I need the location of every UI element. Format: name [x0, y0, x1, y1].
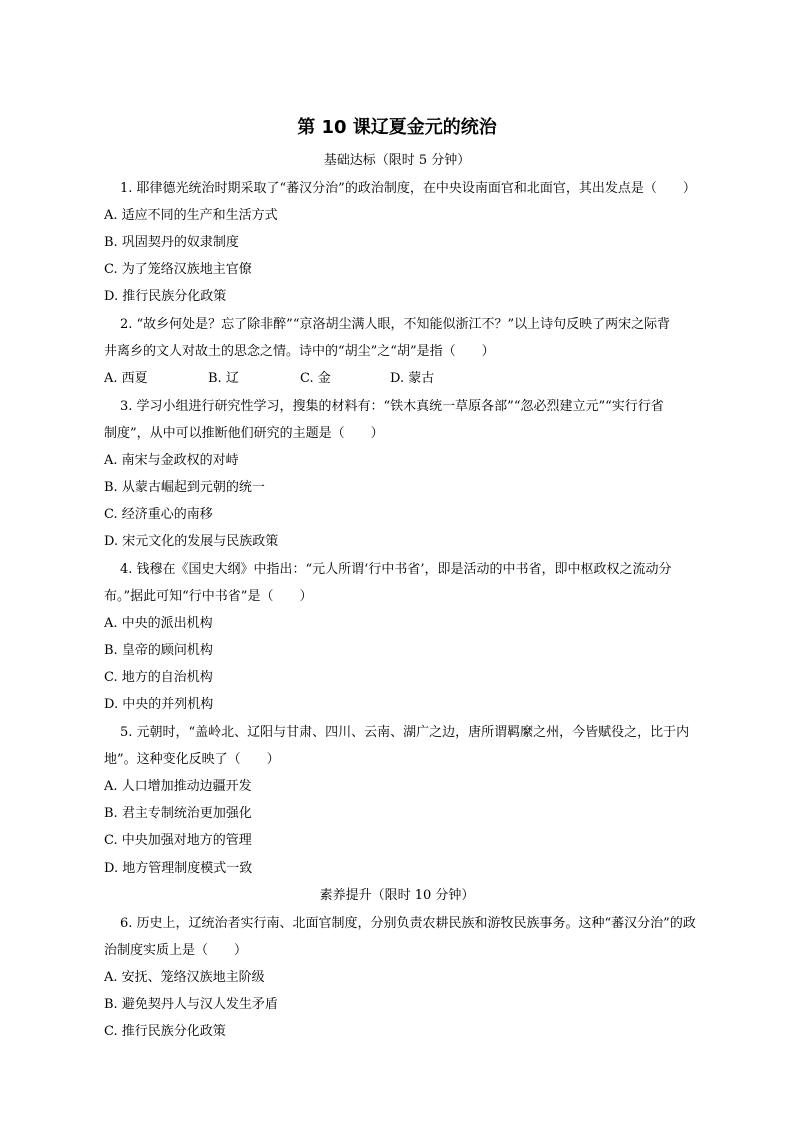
question-4-stem-line2: 布。”据此可知“行中书省”是（ ）: [104, 589, 313, 604]
question-3-option-d: D. 宋元文化的发展与民族政策: [104, 534, 279, 549]
question-2-option-b: B. 辽: [208, 371, 239, 386]
question-4-option-d: D. 中央的并列机构: [104, 697, 214, 712]
question-6-option-c: C. 推行民族分化政策: [104, 1024, 226, 1039]
question-4-option-a: A. 中央的派出机构: [104, 616, 213, 631]
question-6-stem-line2: 治制度实质上是（ ）: [104, 943, 248, 958]
question-5-option-b: B. 君主专制统治更加强化: [104, 806, 252, 821]
question-3-stem-line1: 3. 学习小组进行研究性学习，搜集的材料有：“铁木真统一草原各部”“忽必烈建立元”“实行行省: [120, 399, 664, 414]
section-heading-advanced: 素养提升（限时 10 分钟）: [319, 888, 475, 903]
question-2-option-c: C. 金: [300, 371, 331, 386]
question-2-option-d: D. 蒙古: [390, 371, 435, 386]
question-3-stem-line2: 制度”，从中可以推断他们研究的主题是（ ）: [104, 426, 384, 441]
question-3-option-a: A. 南宋与金政权的对峙: [104, 453, 239, 468]
question-5-option-a: A. 人口增加推动边疆开发: [104, 779, 252, 794]
question-3-option-c: C. 经济重心的南移: [104, 507, 213, 522]
question-4-stem-line1: 4. 钱穆在《国史大纲》中指出：“元人所谓‘行中书省’，即是活动的中书省，即中枢政权之流动分: [120, 562, 672, 577]
question-1-option-c: C. 为了笼络汉族地主官僚: [104, 262, 252, 277]
question-6-option-b: B. 避免契丹人与汉人发生矛盾: [104, 997, 278, 1012]
question-2-option-a: A. 西夏: [104, 371, 148, 386]
question-2-options: [104, 370, 434, 388]
question-1-stem: 1. 耶律德光统治时期采取了“蕃汉分治”的政治制度，在中央设南面官和北面官，其出发点是（ ）: [120, 181, 696, 196]
question-2-stem-line2: 井离乡的文人对故土的思念之情。诗中的“胡尘”之“胡”是指（ ）: [104, 344, 495, 359]
question-1-option-b: B. 巩固契丹的奴隶制度: [104, 235, 239, 250]
question-5-option-c: C. 中央加强对地方的管理: [104, 833, 252, 848]
question-3-option-b: B. 从蒙古崛起到元朝的统一: [104, 480, 265, 495]
question-1-option-a: A. 适应不同的生产和生活方式: [104, 208, 278, 223]
question-6-stem-line1: 6. 历史上，辽统治者实行南、北面官制度，分别负责农耕民族和游牧民族事务。这种“蕃汉分治”的政: [120, 916, 696, 931]
question-5-stem-line1: 5. 元朝时，“盖岭北、辽阳与甘肃、四川、云南、湖广之边，唐所谓羁縻之州，今皆赋役之，比于内: [120, 725, 690, 740]
question-4-option-b: B. 皇帝的顾问机构: [104, 643, 213, 658]
question-1-option-d: D. 推行民族分化政策: [104, 289, 227, 304]
question-5-stem-line2: 地”。这种变化反映了（ ）: [104, 752, 280, 767]
page-title: 第 10 课辽夏金元的统治: [297, 117, 497, 138]
section-heading-basic: 基础达标（限时 5 分钟）: [323, 153, 471, 168]
question-5-option-d: D. 地方管理制度模式一致: [104, 861, 253, 876]
question-4-option-c: C. 地方的自治机构: [104, 670, 213, 685]
question-2-stem-line1: 2. “故乡何处是？忘了除非醉”“京洛胡尘满人眼，不知能似浙江不？”以上诗句反映了两宋之际背: [120, 317, 671, 332]
question-6-option-a: A. 安抚、笼络汉族地主阶级: [104, 970, 265, 985]
